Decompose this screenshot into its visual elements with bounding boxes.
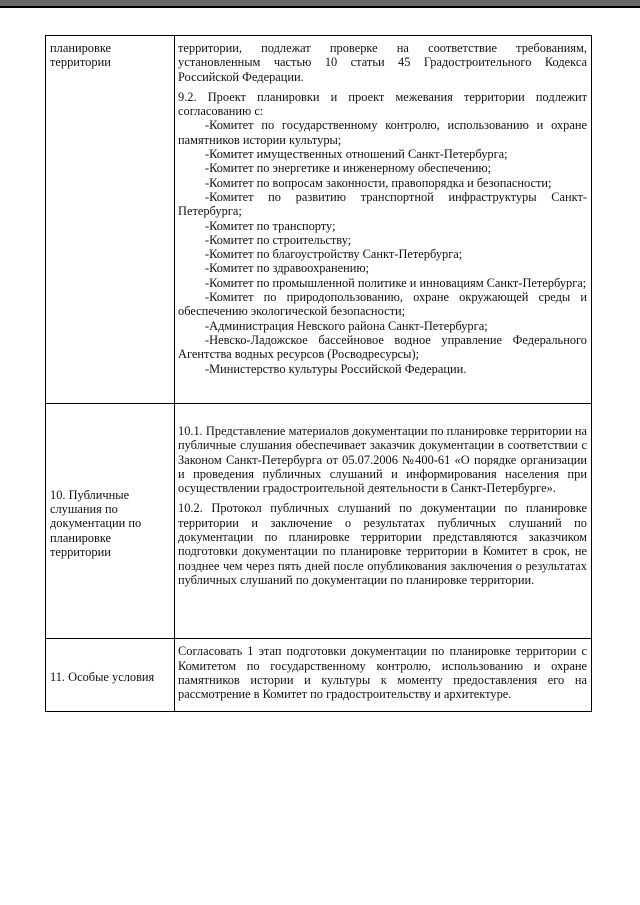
row-content: Согласовать 1 этап подготовки документации по планировке территории с Комитетом по государственному контролю, использованию и охране памятников истории и культуры к моменту предоставления его на рассмотрение в Комитет по градостроительству и архитектуре. <box>175 639 592 712</box>
list-item: -Комитет по развитию транспортной инфраструктуры Санкт-Петербурга; <box>178 189 587 219</box>
list-item: -Комитет по благоустройству Санкт-Петербурга; <box>205 247 463 262</box>
top-border-line <box>0 6 640 8</box>
list-item: -Министерство культуры Российской Федерации. <box>205 361 467 376</box>
list-item: -Комитет по здравоохранению; <box>205 261 370 276</box>
list-item: -Комитет по вопросам законности, правопорядка и безопасности; <box>205 175 552 190</box>
row-label: 10. Публичные слушания по документации по планировке территории <box>46 404 175 639</box>
list-item: -Комитет по государственному контролю, использованию и охране памятников истории культуры; <box>178 118 587 147</box>
list-item: -Невско-Ладожское бассейновое водное управление Федерального Агентства водных ресурсов (Росводресурсы); <box>178 332 587 362</box>
paragraph-10-2: 10.2. Протокол публичных слушаний по документации по планировке территории и заключение о результатах публичных слушаний по документации по планировке территории представляются заказчиком подготовки документации по планировке территории в Комитет в срок, не позднее чем через пять дней после опубликования заключения о результатах публичных слушаний по документации по планировке территории. <box>178 501 587 587</box>
paragraph: территории, подлежат проверке на соответствие требованиям, установленным частью 10 статьи 45 Градостроительного Кодекса Российской Федерации. <box>178 41 587 84</box>
row-label: планировке территории <box>46 36 175 404</box>
row-content <box>175 36 592 404</box>
paragraph-9-2: 9.2. Проект планировки и проект межевания территории подлежит согласованию с: <box>178 89 587 119</box>
list-item: -Комитет по природопользованию, охране окружающей среды и обеспечению экологической безопасности; <box>178 290 587 319</box>
terms-table <box>45 35 592 712</box>
list-item: -Администрация Невского района Санкт-Петербурга; <box>205 318 488 333</box>
list-item: -Комитет имущественных отношений Санкт-Петербурга; <box>205 147 508 162</box>
row-content <box>175 404 592 639</box>
paragraph-10-1: 10.1. Представление материалов документации по планировке территории на публичные слушания обеспечивает заказчик документации в соответствии с Законом Санкт-Петербурга от 05.07.2006 №400-61 «О порядке организации и проведения публичных слушаний и информирования населения при осуществлении градостроительной деятельности в Санкт-Петербурге». <box>178 424 587 496</box>
list-item: -Комитет по промышленной политике и инновациям Санкт-Петербурга; <box>205 275 587 290</box>
list-item: -Комитет по строительству; <box>205 232 352 247</box>
row-label: 11. Особые условия <box>46 639 175 712</box>
table-row <box>46 404 592 639</box>
list-item: -Комитет по транспорту; <box>205 218 336 233</box>
table-row <box>46 639 592 712</box>
table-row <box>46 36 592 404</box>
list-item: -Комитет по энергетике и инженерному обеспечению; <box>205 161 492 176</box>
